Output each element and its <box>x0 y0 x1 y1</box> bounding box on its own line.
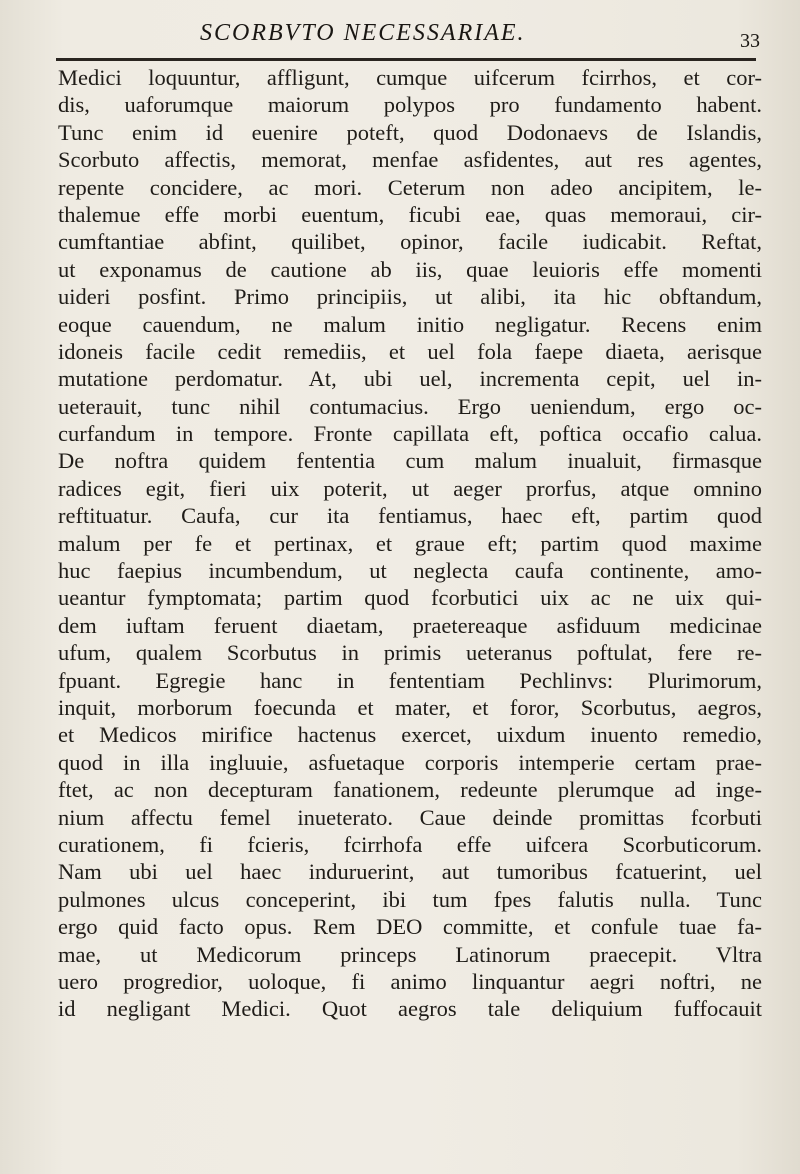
text-line: curationem, fi fcieris, fcirrhofa effe uifcera Scorbuticorum. <box>58 831 762 857</box>
text-line: dis, uaforumque maiorum polypos pro fundamento habent. <box>58 92 762 118</box>
text-line: uero progredior, uoloque, fi animo linquantur aegri noftri, ne <box>58 968 762 994</box>
text-line: mae, ut Medicorum princeps Latinorum praecepit. Vltra <box>58 941 762 967</box>
text-line: quod in illa ingluuie, asfuetaque corporis intemperie certam prae- <box>58 749 762 775</box>
text-line: fpuant. Egregie hanc in fententiam Pechlinvs: Plurimorum, <box>58 667 762 693</box>
running-head: SCORBVTO NECESSARIAE. <box>200 20 526 46</box>
text-line: mutatione perdomatur. At, ubi uel, incrementa cepit, uel in- <box>58 366 762 392</box>
text-line: Tunc enim id euenire poteft, quod Dodonaevs de Islandis, <box>58 119 762 145</box>
text-line: Scorbuto affectis, memorat, menfae asfidentes, aut res agentes, <box>58 147 762 173</box>
text-line: ueantur fymptomata; partim quod fcorbutici uix ac ne uix qui- <box>58 585 762 611</box>
text-line: Medici loquuntur, affligunt, cumque uifcerum fcirrhos, et cor- <box>58 65 762 90</box>
text-line: cumftantiae abfint, quilibet, opinor, facile iudicabit. Reftat, <box>58 229 762 255</box>
page-number: 33 <box>740 30 760 52</box>
text-line: uideri posfint. Primo principiis, ut alibi, ita hic obftandum, <box>58 284 762 310</box>
text-line: radices egit, fieri uix poterit, ut aeger prorfus, atque omnino <box>58 475 762 501</box>
text-line: De noftra quidem fententia cum malum inualuit, firmasque <box>58 448 762 474</box>
text-line: nium affectu femel inueterato. Caue deinde promittas fcorbuti <box>58 804 762 830</box>
text-line: pulmones ulcus conceperint, ibi tum fpes falutis nulla. Tunc <box>58 886 762 912</box>
page-header <box>0 14 800 54</box>
text-line: Nam ubi uel haec induruerint, aut tumoribus fcatuerint, uel <box>58 859 762 885</box>
body-text <box>58 64 762 1023</box>
text-line: malum per fe et pertinax, et graue eft; partim quod maxime <box>58 530 762 556</box>
text-line: huc faepius incumbendum, ut neglecta caufa continente, amo- <box>58 558 762 584</box>
text-line: eoque cauendum, ne malum initio negligatur. Recens enim <box>58 311 762 337</box>
text-line: dem iuftam feruent diaetam, praetereaque asfiduum medicinae <box>58 612 762 638</box>
text-line: reftituatur. Caufa, cur ita fentiamus, haec eft, partim quod <box>58 503 762 529</box>
text-line: inquit, morborum foecunda et mater, et foror, Scorbutus, aegros, <box>58 694 762 720</box>
text-line: ftet, ac non decepturam fanationem, redeunte plerumque ad inge- <box>58 777 762 803</box>
text-line: ueterauit, tunc nihil contumacius. Ergo ueniendum, ergo oc- <box>58 393 762 419</box>
text-line: ufum, qualem Scorbutus in primis ueteranus poftulat, fere re- <box>58 640 762 666</box>
text-line: et Medicos mirifice hactenus exercet, uixdum inuento remedio, <box>58 722 762 748</box>
text-line: repente concidere, ac mori. Ceterum non adeo ancipitem, le- <box>58 174 762 200</box>
text-line: ut exponamus de cautione ab iis, quae leuioris effe momenti <box>58 256 762 282</box>
text-line: ergo quid facto opus. Rem DEO committe, et confule tuae fa- <box>58 914 762 940</box>
text-line: thalemue effe morbi euentum, ficubi eae, quas memoraui, cir- <box>58 201 762 227</box>
text-line: curfandum in tempore. Fronte capillata eft, poftica occafio calua. <box>58 421 762 447</box>
text-line: id negligant Medici. Quot aegros tale deliquium fuffocauit <box>58 996 762 1022</box>
header-rule <box>56 58 756 61</box>
text-line: idoneis facile cedit remediis, et uel fola faepe diaeta, aerisque <box>58 338 762 364</box>
